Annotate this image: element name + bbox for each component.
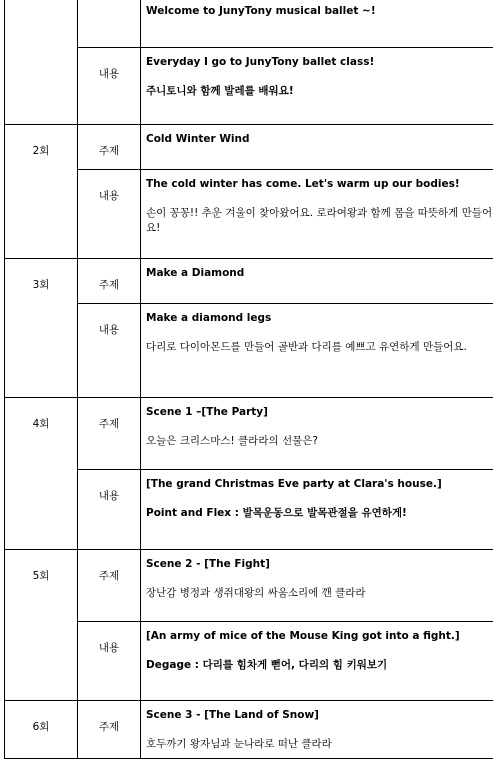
- content-cell: [141, 470, 493, 550]
- session-number: [5, 0, 78, 125]
- session-number: 6회: [5, 701, 78, 759]
- table-row: [5, 622, 493, 701]
- table-row: [5, 701, 493, 759]
- row-label: 내용: [78, 304, 141, 398]
- content-line: [An army of mice of the Mouse King got into a fight.]: [146, 630, 460, 642]
- schedule-body: [5, 0, 493, 759]
- content-line: 오늘은 크리스마스! 클라라의 선물은?: [146, 435, 318, 447]
- content-cell: [141, 304, 493, 398]
- session-number: 3회: [5, 259, 78, 398]
- row-label: 내용: [78, 470, 141, 550]
- row-label: [78, 0, 141, 48]
- session-number: 5회: [5, 550, 78, 701]
- content-line: 호두까기 왕자님과 눈나라로 떠난 클라라: [146, 738, 332, 750]
- row-label: 주제: [78, 259, 141, 304]
- content-cell: [141, 170, 493, 259]
- content-line: The cold winter has come. Let's warm up our bodies!: [146, 178, 460, 190]
- table-row: [5, 470, 493, 550]
- table-row: [5, 170, 493, 259]
- content-line: Degage : 다리를 힘차게 뻗어, 다리의 힘 키워보기: [146, 659, 388, 671]
- content-line: Point and Flex : 발목운동으로 발목관절을 유연하게!: [146, 507, 407, 519]
- row-label: 내용: [78, 622, 141, 701]
- content-line: 장난감 병정과 생쥐대왕의 싸움소리에 깬 클라라: [146, 587, 366, 599]
- row-label: 주제: [78, 125, 141, 170]
- table-row: [5, 125, 493, 170]
- content-line: [The grand Christmas Eve party at Clara's house.]: [146, 478, 442, 490]
- row-label: 주제: [78, 398, 141, 470]
- table-row: [5, 304, 493, 398]
- content-cell: [141, 550, 493, 622]
- row-label: 주제: [78, 550, 141, 622]
- content-cell: [141, 0, 493, 48]
- schedule-table: [4, 0, 493, 759]
- content-cell: [141, 125, 493, 170]
- content-line: Everyday I go to JunyTony ballet class!: [146, 56, 375, 68]
- content-line: Welcome to JunyTony musical ballet ~!: [146, 5, 376, 17]
- table-row: [5, 0, 493, 48]
- content-cell: [141, 48, 493, 125]
- content-line: Cold Winter Wind: [146, 133, 250, 145]
- session-number: 4회: [5, 398, 78, 550]
- content-line: Scene 2 - [The Fight]: [146, 558, 270, 570]
- row-label: 주제: [78, 701, 141, 759]
- table-row: [5, 259, 493, 304]
- content-cell: [141, 259, 493, 304]
- content-line: 다리로 다이아몬드를 만들어 골반과 다리를 예쁘고 유연하게 만들어요.: [146, 341, 467, 353]
- session-number: 2회: [5, 125, 78, 259]
- content-line: 손이 꽁꽁!! 추운 겨울이 찾아왔어요. 로라여왕과 함께 몸을 따뜻하게 만들어요!: [146, 207, 493, 234]
- table-row: [5, 550, 493, 622]
- row-label: 내용: [78, 48, 141, 125]
- content-line: Make a diamond legs: [146, 312, 272, 324]
- content-cell: [141, 622, 493, 701]
- content-line: 주니토니와 함께 발레를 배워요!: [146, 85, 294, 97]
- table-row: [5, 48, 493, 125]
- content-cell: [141, 701, 493, 759]
- table-row: [5, 398, 493, 470]
- content-cell: [141, 398, 493, 470]
- content-line: Make a Diamond: [146, 267, 245, 279]
- row-label: 내용: [78, 170, 141, 259]
- content-line: Scene 1 –[The Party]: [146, 406, 268, 418]
- content-line: Scene 3 - [The Land of Snow]: [146, 709, 319, 721]
